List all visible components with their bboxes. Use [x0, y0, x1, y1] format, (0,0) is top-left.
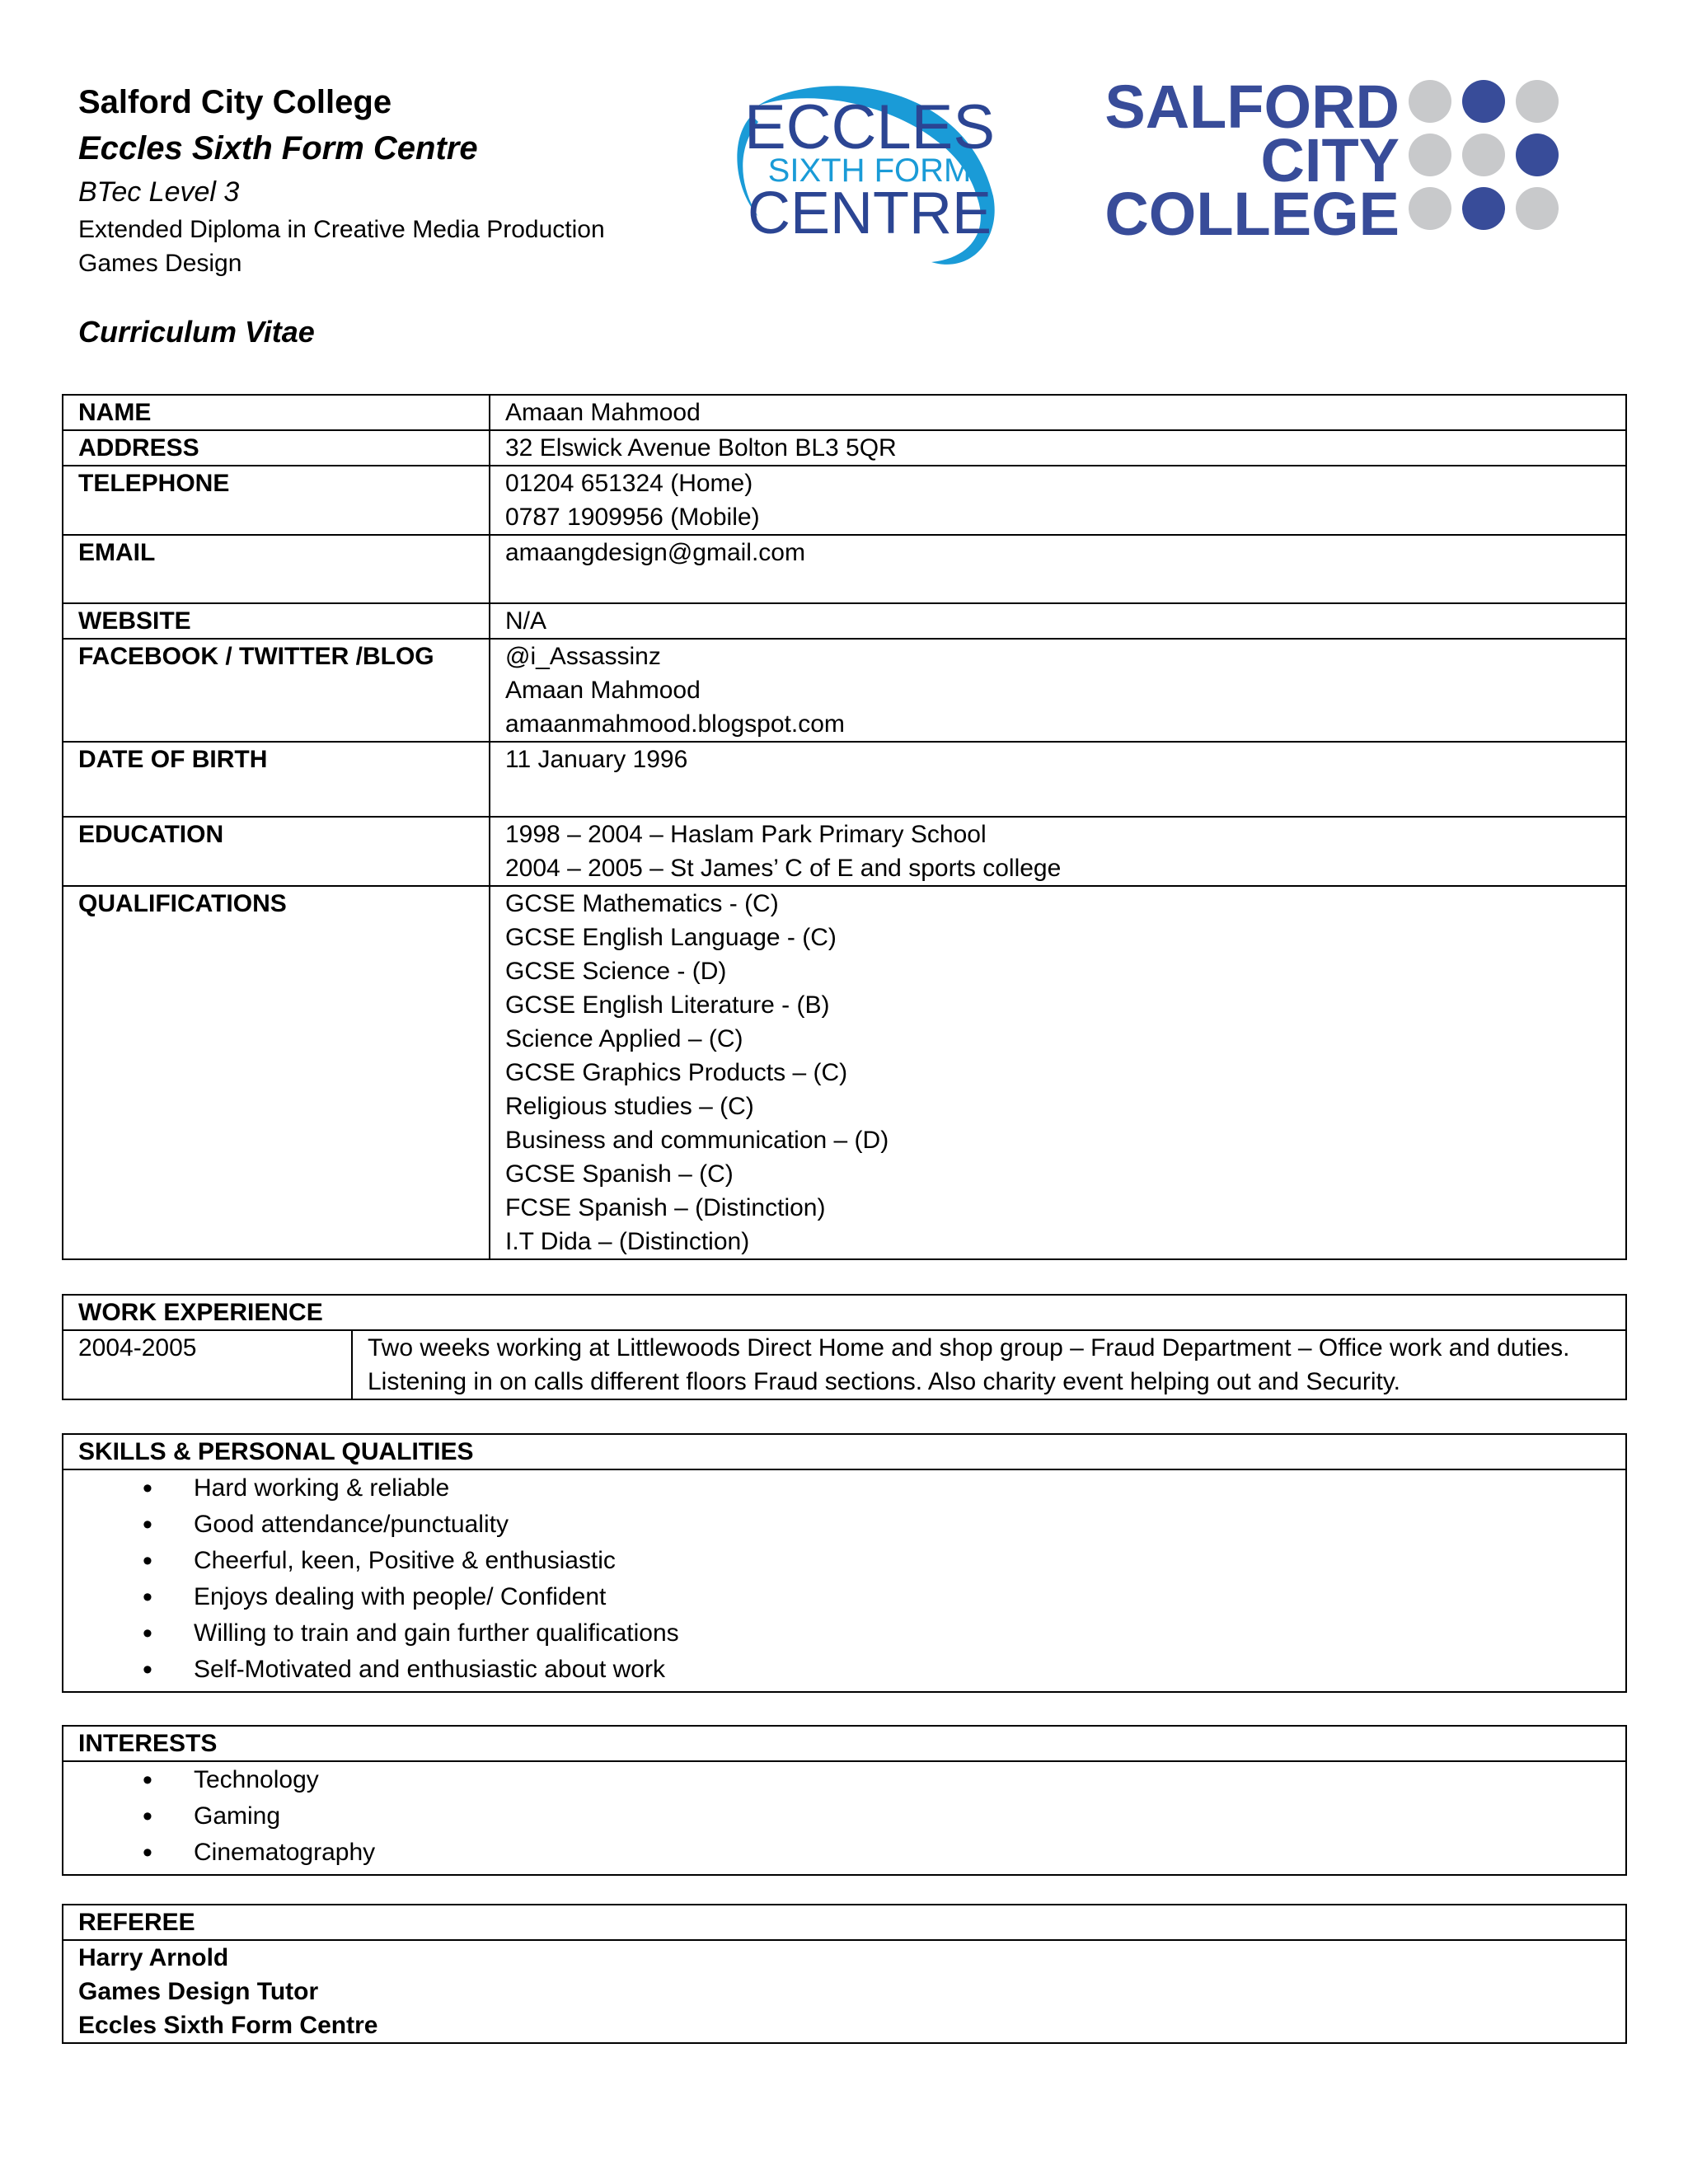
referee-details — [63, 1940, 1626, 2043]
work-experience-title: WORK EXPERIENCE — [63, 1295, 1626, 1330]
telephone-value — [490, 466, 1626, 535]
course-name: Extended Diploma in Creative Media Production — [78, 216, 605, 243]
document-header — [78, 79, 605, 280]
table-row — [63, 1434, 1626, 1469]
twitter-handle: @i_Assassinz — [505, 643, 661, 670]
college-name: Salford City College — [78, 84, 392, 120]
education-value — [490, 817, 1626, 886]
list-item: • Willing to train and gain further qualifications — [194, 1615, 1611, 1652]
name-value: Amaan Mahmood — [490, 395, 1626, 430]
telephone-home: 01204 651324 (Home) — [505, 470, 753, 497]
referee-title: REFEREE — [63, 1905, 1626, 1940]
work-description — [352, 1330, 1626, 1399]
salford-city-college-logo — [1104, 70, 1582, 248]
telephone-label: TELEPHONE — [63, 466, 490, 535]
facebook-name: Amaan Mahmood — [505, 677, 701, 704]
table-row — [63, 1726, 1626, 1761]
list-item: • Cinematography — [194, 1835, 1611, 1871]
qualification-item: Business and communication – (D) — [505, 1127, 889, 1154]
list-item: • Gaming — [194, 1798, 1611, 1835]
qualification-item: GCSE Mathematics - (C) — [505, 890, 779, 917]
qualification-item: I.T Dida – (Distinction) — [505, 1228, 750, 1255]
list-item: • Cheerful, keen, Positive & enthusiastic — [194, 1543, 1611, 1579]
website-label: WEBSITE — [63, 603, 490, 639]
skills-title: SKILLS & PERSONAL QUALITIES — [63, 1434, 1626, 1469]
interests-list-cell — [63, 1761, 1626, 1875]
interests-table — [62, 1725, 1627, 1876]
course-level: BTec Level 3 — [78, 176, 240, 208]
table-row — [63, 886, 1626, 1259]
qualification-item: GCSE Graphics Products – (C) — [505, 1059, 848, 1086]
table-row — [63, 535, 1626, 603]
table-row — [63, 1469, 1626, 1692]
social-value — [490, 639, 1626, 742]
qualification-item: FCSE Spanish – (Distinction) — [505, 1194, 826, 1221]
table-row — [63, 395, 1626, 430]
table-row — [63, 1940, 1626, 2043]
work-line: Two weeks working at Littlewoods Direct Home and shop group – Fraud Department – Office work and duties. — [368, 1334, 1570, 1361]
personal-details-table — [62, 394, 1627, 1260]
referee-organisation: Eccles Sixth Form Centre — [78, 2012, 378, 2039]
social-label: FACEBOOK / TWITTER /BLOG — [63, 639, 490, 742]
qualification-item: Religious studies – (C) — [505, 1093, 754, 1120]
qualification-item: GCSE English Language - (C) — [505, 924, 837, 951]
table-row — [63, 742, 1626, 817]
qualifications-label: QUALIFICATIONS — [63, 886, 490, 1259]
skills-table — [62, 1433, 1627, 1693]
table-row — [63, 466, 1626, 535]
education-label: EDUCATION — [63, 817, 490, 886]
course-subject: Games Design — [78, 250, 242, 277]
table-row — [63, 1761, 1626, 1875]
table-row — [63, 1905, 1626, 1940]
telephone-mobile: 0787 1909956 (Mobile) — [505, 504, 760, 531]
table-row — [63, 639, 1626, 742]
salford-logo-dots — [1409, 80, 1559, 230]
table-row — [63, 430, 1626, 466]
address-label: ADDRESS — [63, 430, 490, 466]
qualification-item: GCSE Spanish – (C) — [505, 1160, 734, 1188]
name-label: NAME — [63, 395, 490, 430]
list-item: • Enjoys dealing with people/ Confident — [194, 1579, 1611, 1615]
table-row — [63, 1295, 1626, 1330]
referee-name: Harry Arnold — [78, 1944, 229, 1971]
work-period: 2004-2005 — [63, 1330, 352, 1399]
email-value: amaangdesign@gmail.com — [490, 535, 1626, 603]
blog-url: amaanmahmood.blogspot.com — [505, 710, 845, 738]
education-item: 2004 – 2005 – St James’ C of E and sports college — [505, 855, 1062, 882]
salford-logo-line2: CITY — [1260, 126, 1400, 194]
address-value: 32 Elswick Avenue Bolton BL3 5QR — [490, 430, 1626, 466]
eccles-logo-line2: SIXTH FORM — [767, 152, 972, 189]
qualification-item: GCSE English Literature - (B) — [505, 991, 830, 1019]
cv-title: Curriculum Vitae — [78, 315, 315, 349]
work-line: Listening in on calls different floors Fraud sections. Also charity event helping out and Security. — [368, 1368, 1400, 1395]
skills-list — [78, 1470, 1611, 1688]
dob-label: DATE OF BIRTH — [63, 742, 490, 817]
referee-role: Games Design Tutor — [78, 1978, 319, 2005]
interests-title: INTERESTS — [63, 1726, 1626, 1761]
list-item: • Technology — [194, 1762, 1611, 1798]
interests-list — [78, 1762, 1611, 1871]
eccles-logo-line3: CENTRE — [747, 180, 992, 246]
list-item: • Good attendance/punctuality — [194, 1507, 1611, 1543]
qualification-item: Science Applied – (C) — [505, 1025, 743, 1052]
qualifications-value — [490, 886, 1626, 1259]
eccles-logo-line1: ECCLES — [743, 92, 996, 162]
qualification-item: GCSE Science - (D) — [505, 958, 727, 985]
list-item: • Hard working & reliable — [194, 1470, 1611, 1507]
education-item: 1998 – 2004 – Haslam Park Primary School — [505, 821, 987, 848]
table-row — [63, 1330, 1626, 1399]
work-experience-table — [62, 1294, 1627, 1400]
centre-name: Eccles Sixth Form Centre — [78, 130, 478, 166]
skills-list-cell — [63, 1469, 1626, 1692]
dob-value: 11 January 1996 — [490, 742, 1626, 817]
eccles-sixth-form-logo — [725, 73, 1014, 274]
email-label: EMAIL — [63, 535, 490, 603]
website-value: N/A — [490, 603, 1626, 639]
table-row — [63, 817, 1626, 886]
salford-logo-line3: COLLEGE — [1104, 180, 1400, 248]
referee-table — [62, 1904, 1627, 2044]
salford-logo-line1: SALFORD — [1104, 73, 1400, 141]
table-row — [63, 603, 1626, 639]
list-item: • Self-Motivated and enthusiastic about work — [194, 1652, 1611, 1688]
